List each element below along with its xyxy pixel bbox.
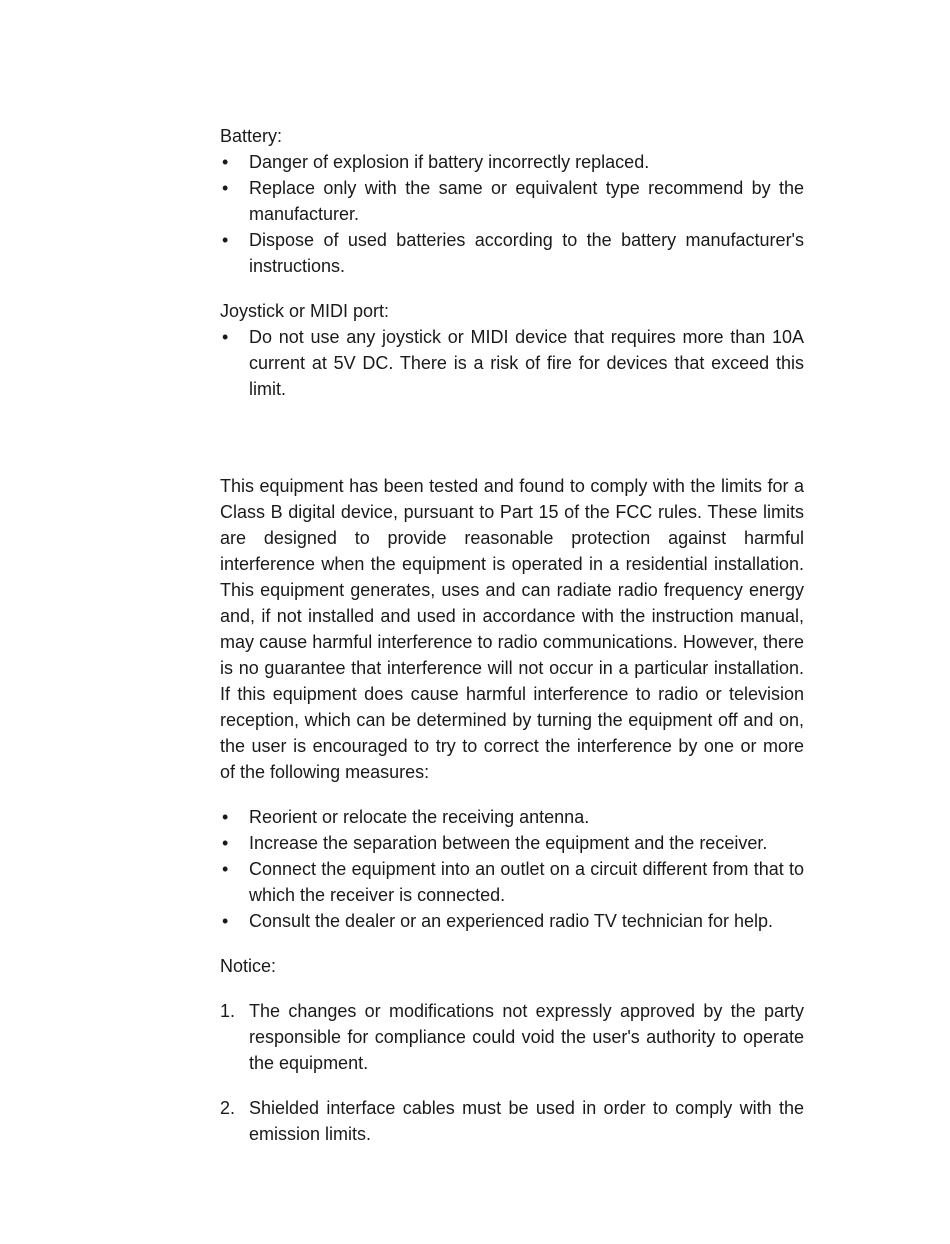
list-item xyxy=(220,1095,804,1147)
bullet-icon: • xyxy=(222,911,229,931)
notice-item-text: Shielded interface cables must be used in order to comply with the emission limits. xyxy=(249,1098,804,1144)
bullet-icon: • xyxy=(222,178,229,198)
fcc-measures-list xyxy=(220,804,804,934)
list-item xyxy=(220,804,804,830)
battery-item-text: Danger of explosion if battery incorrectly replaced. xyxy=(249,152,650,172)
joystick-item-text: Do not use any joystick or MIDI device that requires more than 10A current at 5V DC. There is a risk of fire for devices that exceed this limit. xyxy=(249,327,804,399)
notice-list xyxy=(220,1095,804,1147)
list-item xyxy=(220,998,804,1076)
bullet-icon: • xyxy=(222,327,229,347)
measure-text: Connect the equipment into an outlet on a circuit different from that to which the receiver is connected. xyxy=(249,859,804,905)
fcc-paragraph: This equipment has been tested and found to comply with the limits for a Class B digital device, pursuant to Part 15 of the FCC rules. These limits are designed to provide reasonable protection against harmful interference when the equipment is operated in a residential installation. This equipment generates, uses and can radiate radio frequency energy and, if not installed and used in accordance with the instruction manual, may cause harmful interference to radio communications. However, there is no guarantee that interference will not occur in a particular installation. If this equipment does cause harmful interference to radio or television reception, which can be determined by turning the equipment off and on, the user is encouraged to try to correct the interference by one or more of the following measures: xyxy=(220,476,804,782)
list-item xyxy=(220,908,804,934)
bullet-icon: • xyxy=(222,152,229,172)
measure-text: Consult the dealer or an experienced radio TV technician for help. xyxy=(249,911,773,931)
bullet-icon: • xyxy=(222,807,229,827)
notice-list xyxy=(220,998,804,1076)
battery-item-text: Dispose of used batteries according to the battery manufacturer's instructions. xyxy=(249,230,804,276)
measure-text: Increase the separation between the equipment and the receiver. xyxy=(249,833,768,853)
battery-item-text: Replace only with the same or equivalent type recommend by the manufacturer. xyxy=(249,178,804,224)
bullet-icon: • xyxy=(222,833,229,853)
list-item xyxy=(220,324,804,402)
joystick-heading: Joystick or MIDI port: xyxy=(220,301,390,321)
item-number: 2. xyxy=(220,1098,236,1118)
bullet-icon: • xyxy=(222,230,229,250)
list-item xyxy=(220,856,804,908)
document-page xyxy=(220,123,804,1147)
battery-list xyxy=(220,149,804,279)
list-item xyxy=(220,175,804,227)
battery-heading: Battery: xyxy=(220,126,283,146)
measure-text: Reorient or relocate the receiving antenna. xyxy=(249,807,590,827)
item-number: 1. xyxy=(220,1001,236,1021)
notice-heading: Notice: xyxy=(220,956,277,976)
bullet-icon: • xyxy=(222,859,229,879)
list-item xyxy=(220,227,804,279)
notice-item-text: The changes or modifications not expressly approved by the party responsible for compliance could void the user's authority to operate the equipment. xyxy=(249,1001,804,1073)
list-item xyxy=(220,149,804,175)
list-item xyxy=(220,830,804,856)
joystick-list xyxy=(220,324,804,402)
